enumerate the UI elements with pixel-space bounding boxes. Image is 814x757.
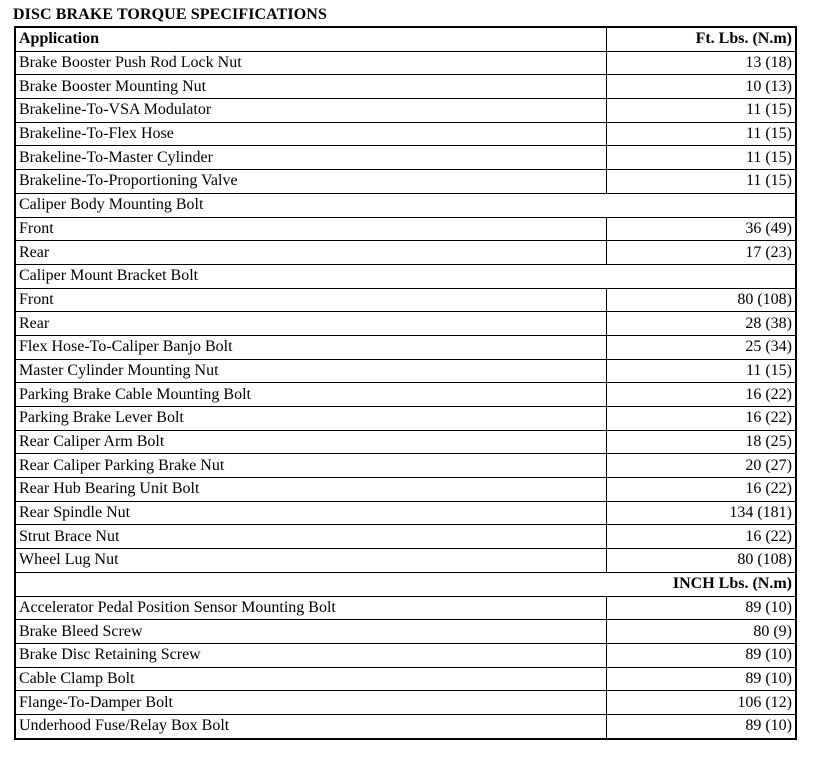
row-group-label: Caliper Mount Bracket Bolt [15,264,606,288]
row-application: Brakeline-To-VSA Modulator [15,99,606,123]
row-torque-value: 16 (22) [606,407,796,431]
row-application: Rear Caliper Parking Brake Nut [15,454,606,478]
row-torque-value: 16 (22) [606,383,796,407]
row-torque-value: 25 (34) [606,335,796,359]
row-torque-value: 89 (10) [606,596,796,620]
row-torque-value: 20 (27) [606,454,796,478]
row-torque-value: 16 (22) [606,525,796,549]
row-torque-value: 89 (10) [606,714,796,738]
row-torque-value: 36 (49) [606,217,796,241]
table-row [15,335,796,359]
table-header-row [15,27,796,51]
table-row [15,549,796,573]
inch-lbs-header-row [15,572,796,596]
row-application: Brakeline-To-Master Cylinder [15,146,606,170]
table-row [15,122,796,146]
row-torque-value: 11 (15) [606,146,796,170]
torque-spec-table [14,26,797,740]
row-application: Front [15,217,606,241]
column-header-application: Application [15,27,606,51]
row-group-label: Caliper Body Mounting Bolt [15,193,606,217]
table-row [15,241,796,265]
table-row [15,99,796,123]
table-row [15,407,796,431]
row-application: Rear Spindle Nut [15,501,606,525]
row-application: Accelerator Pedal Position Sensor Mounting Bolt [15,596,606,620]
row-torque-value: 80 (9) [606,620,796,644]
row-application: Cable Clamp Bolt [15,667,606,691]
row-application: Brake Booster Mounting Nut [15,75,606,99]
row-application: Brake Disc Retaining Screw [15,643,606,667]
row-torque-value: 89 (10) [606,667,796,691]
row-application: Underhood Fuse/Relay Box Bolt [15,714,606,738]
row-application: Rear Caliper Arm Bolt [15,430,606,454]
row-torque-value: 28 (38) [606,312,796,336]
row-torque-value: 11 (15) [606,359,796,383]
table-row [15,714,796,738]
row-torque-value: 18 (25) [606,430,796,454]
row-torque-value: 10 (13) [606,75,796,99]
table-row [15,170,796,194]
table-row [15,667,796,691]
row-application: Parking Brake Lever Bolt [15,407,606,431]
row-torque-value: 17 (23) [606,241,796,265]
table-row [15,75,796,99]
row-torque-value: 11 (15) [606,170,796,194]
column-header-ft-lbs: Ft. Lbs. (N.m) [606,27,796,51]
row-torque-value: 80 (108) [606,288,796,312]
table-row [15,643,796,667]
row-application: Parking Brake Cable Mounting Bolt [15,383,606,407]
table-row [15,146,796,170]
row-torque-value: 16 (22) [606,478,796,502]
table-row [15,596,796,620]
row-application: Brakeline-To-Flex Hose [15,122,606,146]
row-application: Brakeline-To-Proportioning Valve [15,170,606,194]
row-application: Flange-To-Damper Bolt [15,691,606,715]
row-torque-value: 134 (181) [606,501,796,525]
table-row [15,383,796,407]
row-application: Front [15,288,606,312]
row-application: Rear [15,312,606,336]
table-row [15,217,796,241]
inch-header-spacer [15,572,606,596]
column-header-inch-lbs: INCH Lbs. (N.m) [606,572,796,596]
row-application: Rear Hub Bearing Unit Bolt [15,478,606,502]
row-torque-value: 89 (10) [606,643,796,667]
row-torque-value [606,264,796,288]
table-row [15,691,796,715]
table-group-row [15,193,796,217]
table-row [15,430,796,454]
row-torque-value: 11 (15) [606,122,796,146]
table-row [15,288,796,312]
table-group-row [15,264,796,288]
table-row [15,312,796,336]
page-title: DISC BRAKE TORQUE SPECIFICATIONS [13,6,327,23]
table-row [15,501,796,525]
table-row [15,51,796,75]
row-torque-value: 80 (108) [606,549,796,573]
table-row [15,525,796,549]
table-row [15,454,796,478]
row-application: Rear [15,241,606,265]
row-application: Brake Booster Push Rod Lock Nut [15,51,606,75]
table-row [15,478,796,502]
row-application: Flex Hose-To-Caliper Banjo Bolt [15,335,606,359]
row-torque-value: 13 (18) [606,51,796,75]
row-application: Wheel Lug Nut [15,549,606,573]
table-row [15,359,796,383]
row-torque-value: 106 (12) [606,691,796,715]
table-row [15,620,796,644]
row-torque-value [606,193,796,217]
row-application: Brake Bleed Screw [15,620,606,644]
row-application: Strut Brace Nut [15,525,606,549]
row-torque-value: 11 (15) [606,99,796,123]
row-application: Master Cylinder Mounting Nut [15,359,606,383]
